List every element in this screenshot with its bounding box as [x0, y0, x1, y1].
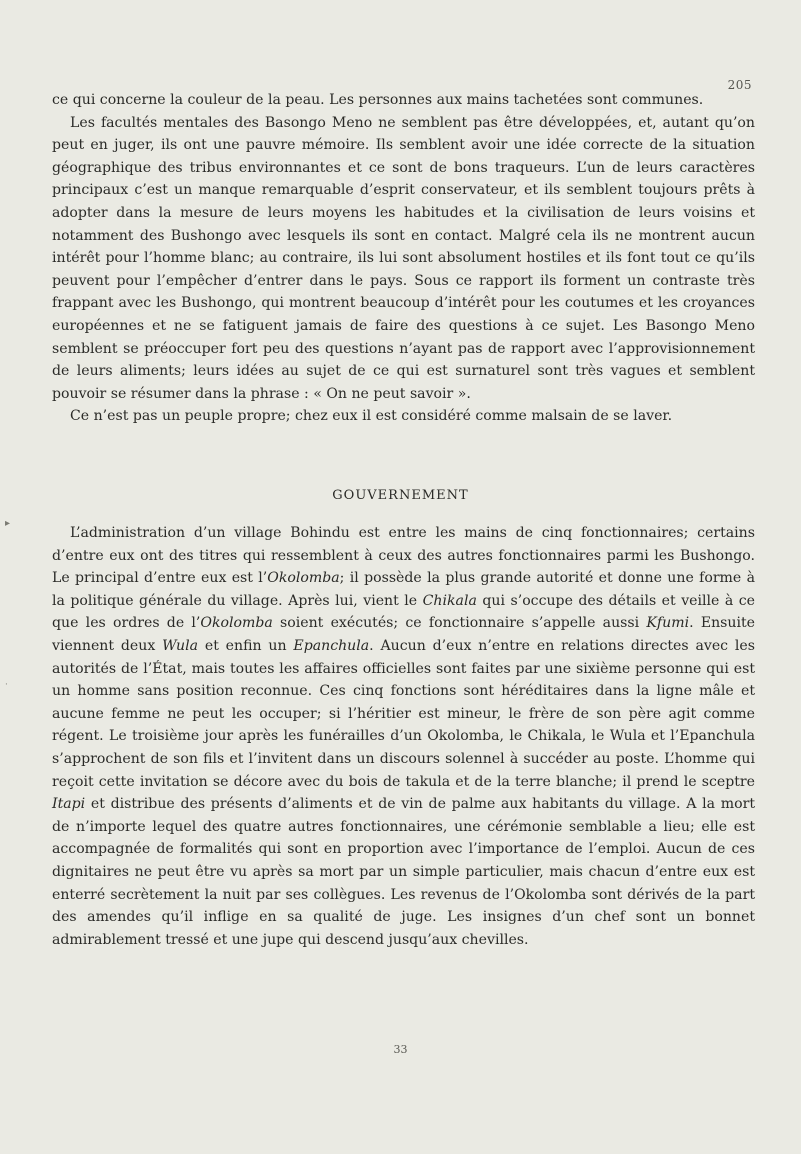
term-kfumi: Kfumi: [646, 615, 690, 632]
government-text: soient exécutés; ce fonctionnaire s’appelle aussi: [272, 615, 647, 632]
government-text: et distribue des présents d’aliments et de vin de palme aux habitants du village. A la mort de n’importe lequel des quatre autres fonctionnaires, une cérémonie semblable a lieu; elle est accompagnée de formalités qui sont en proportion avec l’importance de l’emploi. Aucun de ces dignitaires ne peut être vu après sa mort par un simple particulier, mais chacun d’entre eux est enterré secrètement la nuit par ses collègues. Les revenus de l’Okolomba sont dérivés de la part des amendes qu’il inflige en sa qualité de juge. Les insignes d’un chef sont un bonnet admirablement tressé et une jupe qui descend jusqu’aux chevilles.: [52, 796, 755, 948]
term-okolomba: Okolomba: [267, 570, 340, 587]
term-okolomba: Okolomba: [200, 615, 273, 632]
government-text: . Ensuite viennent deux: [52, 615, 756, 654]
signature-number: 33: [393, 1043, 408, 1056]
paragraph-mental-faculties: Les facultés mentales des Basongo Meno ne semblent pas être développées, et, autant qu’on peut en juger, ils ont une pauvre mémoire. Ils semblent avoir une idée correcte de la situation géographique des tribus environnantes et ce sont de bons traqueurs. L’un de leurs caractères principaux c’est un manque remarquable d’esprit conservateur, et ils semblent toujours prêts à adopter dans la mesure de leurs moyens les habitudes et la civilisation de leurs voisins et notamment des Bushongo avec lesquels ils sont en contact. Malgré cela ils ne montrent aucun intérêt pour l’homme blanc; au contraire, ils lui sont absolument hostiles et ils font tout ce qu’ils peuvent pour l’empêcher d’entrer dans le pays. Sous ce rapport ils forment un contraste très frappant avec les Bushongo, qui montrent beaucoup d’intérêt pour les coutumes et les croyances européennes et ne se fatiguent jamais de faire des questions à ce sujet. Les Basongo Meno semblent se préoccuper fort peu des questions n’ayant pas de rapport avec l’approvisionnement de leurs aliments; leurs idées au sujet de ce qui est surnaturel sont très vagues et semblent pouvoir se résumer dans la phrase : « On ne peut savoir ».: [52, 114, 755, 402]
government-text: . Aucun d’eux n’entre en relations directes avec les autorités de l’État, mais toutes les affaires officielles sont faites par une sixième personne qui est un homme sans position reconnue. Ces cinq fonctions sont héréditaires dans la ligne mâle et aucune femme ne peut les occuper; si l’héritier est mineur, le frère de son père agit comme régent. Le troisième jour après les funérailles d’un Okolomba, le Chikala, le Wula et l’Epanchula s’approchent de son fils et l’invitent dans un discours solennel à succéder au poste. L’homme qui reçoit cette invitation se décore avec du bois de takula et de la terre blanche; il prend le sceptre: [52, 637, 755, 790]
term-chikala: Chikala: [422, 592, 477, 609]
government-text: L’administration d’un village Bohindu est entre les mains de cinq fonctionnaires; certains d’entre eux ont des titres qui ressemblent à ceux des autres fonctionnaires parmi les Bushongo. Le principal d’entre eux est l’: [52, 525, 755, 587]
page-number: 205: [727, 78, 752, 92]
section-heading: GOUVERNEMENT: [332, 488, 469, 503]
term-epanchula: Epanchula: [293, 637, 370, 654]
government-text: ; il possède la plus grande autorité et donne une forme à la politique générale du village. Après lui, vient le: [52, 570, 755, 609]
government-text: et enfin un: [198, 637, 294, 654]
text-block-top: [52, 89, 755, 428]
text-block-government: [52, 522, 755, 951]
margin-arrow-mark: ▸: [5, 518, 11, 529]
paragraph-government: [52, 522, 755, 951]
government-text: qui s’occupe des détails et veille à ce que les ordres de l’: [52, 592, 755, 632]
paragraph-cleanliness: Ce n’est pas un peuple propre; chez eux il est considéré comme malsain de se laver.: [70, 408, 673, 425]
paragraph-continuation: ce qui concerne la couleur de la peau. Les personnes aux mains tachetées sont communes.: [52, 92, 704, 108]
term-wula: Wula: [162, 637, 199, 654]
term-itapi: Itapi: [52, 796, 86, 813]
margin-dot-mark: ·: [5, 680, 8, 690]
